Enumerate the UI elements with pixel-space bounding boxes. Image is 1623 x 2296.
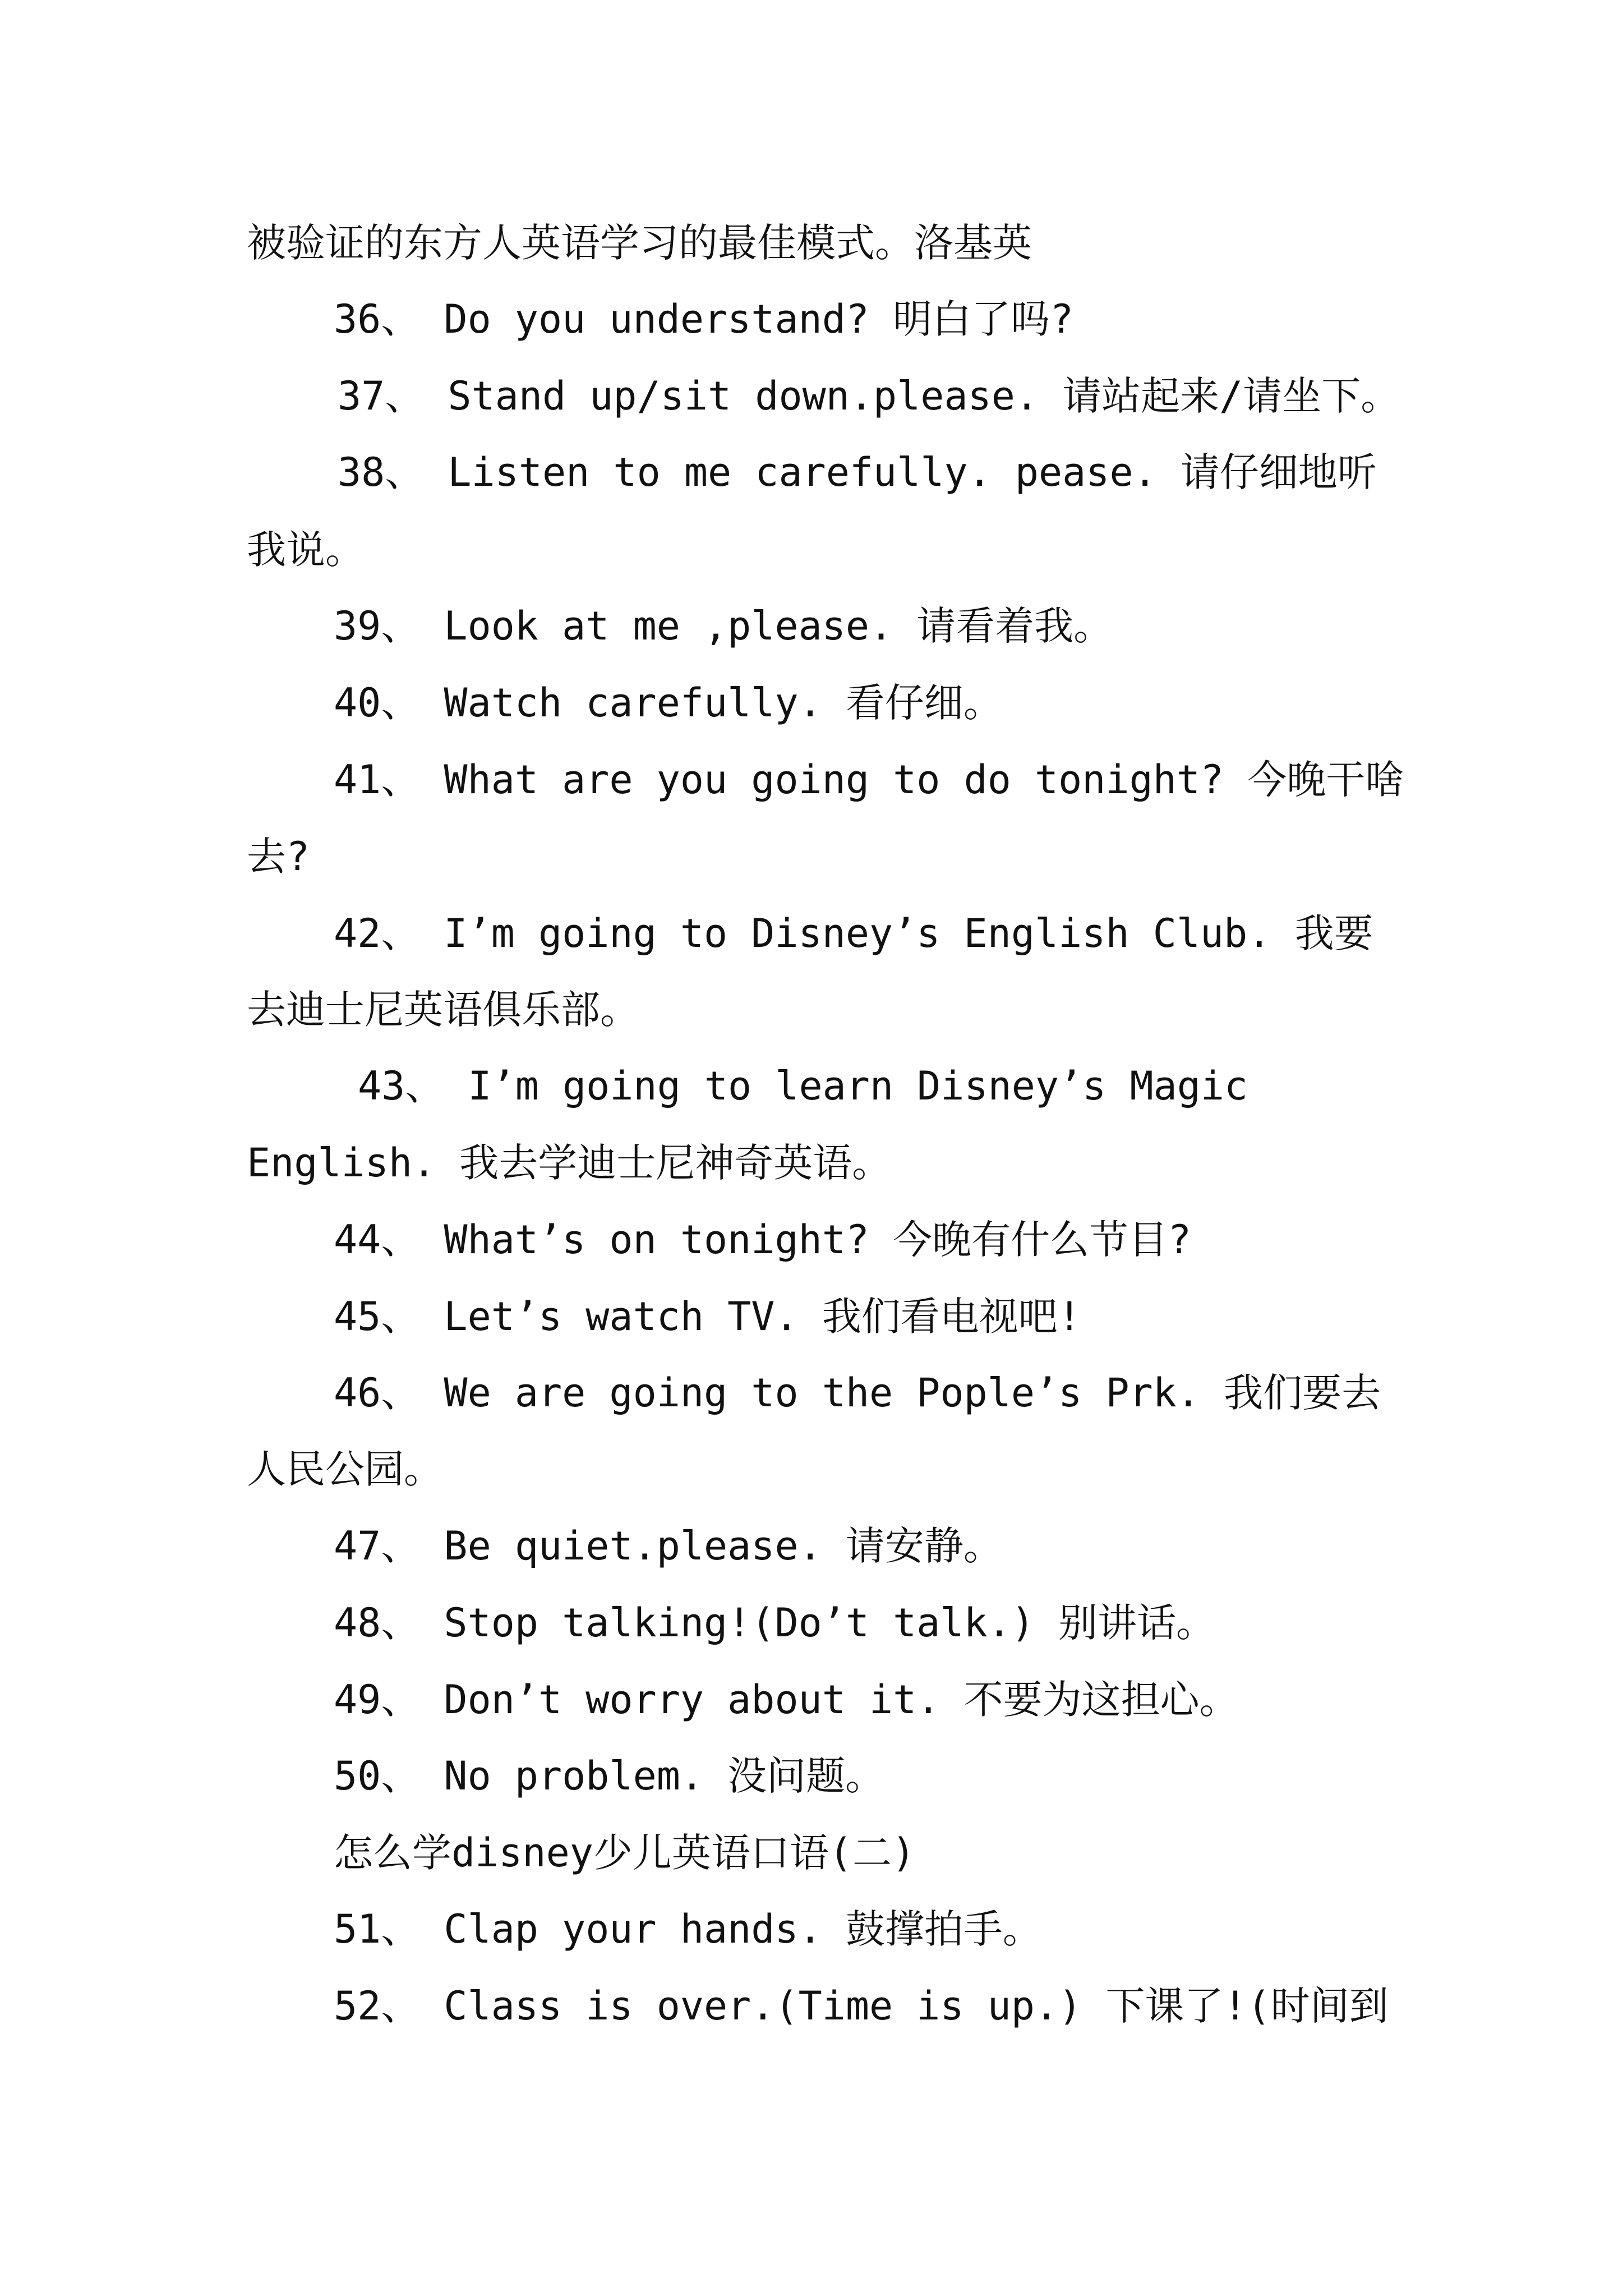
text-line: 被验证的东方人英语学习的最佳模式。洛基英 <box>247 220 1032 266</box>
text-line: 42、 I’m going to Disney’s English Club. 我要 <box>334 910 1373 956</box>
text-line: 36、 Do you understand? 明白了吗? <box>334 296 1074 342</box>
text-line: 51、 Clap your hands. 鼓撑拍手。 <box>334 1906 1042 1952</box>
text-line: 37、 Stand up/sit down.please. 请站起来/请坐下。 <box>338 373 1400 419</box>
text-line: 我说。 <box>247 527 365 573</box>
text-line: 去迪士尼英语俱乐部。 <box>247 987 639 1033</box>
text-line: 39、 Look at me ,please. 请看着我。 <box>334 603 1113 649</box>
text-line: 40、 Watch carefully. 看仔细。 <box>334 680 1003 726</box>
text-line: 人民公园。 <box>247 1446 443 1492</box>
text-line: 46、 We are going to the Pople’s Prk. 我们要去 <box>334 1370 1381 1416</box>
text-line: 48、 Stop talking!(Do’t talk.) 别讲话。 <box>334 1600 1216 1646</box>
text-line: 50、 No problem. 没问题。 <box>334 1753 885 1799</box>
text-line: 49、 Don’t worry about it. 不要为这担心。 <box>334 1677 1239 1723</box>
text-line: 43、 I’m going to learn Disney’s Magic <box>358 1063 1248 1109</box>
text-line: 45、 Let’s watch TV. 我们看电视吧! <box>334 1294 1081 1340</box>
text-line: 去? <box>247 834 310 880</box>
text-line: English. 我去学迪士尼神奇英语。 <box>247 1140 892 1186</box>
text-line: 52、 Class is over.(Time is up.) 下课了!(时间到 <box>334 1983 1389 2029</box>
section-heading: 怎么学disney少儿英语口语(二) <box>334 1830 916 1876</box>
text-line: 41、 What are you going to do tonight? 今晚干啥 <box>334 757 1405 803</box>
text-line: 47、 Be quiet.please. 请安静。 <box>334 1523 1003 1569</box>
text-line: 38、 Listen to me carefully. pease. 请仔细地听 <box>338 449 1377 495</box>
text-line: 44、 What’s on tonight? 今晚有什么节目? <box>334 1217 1192 1263</box>
